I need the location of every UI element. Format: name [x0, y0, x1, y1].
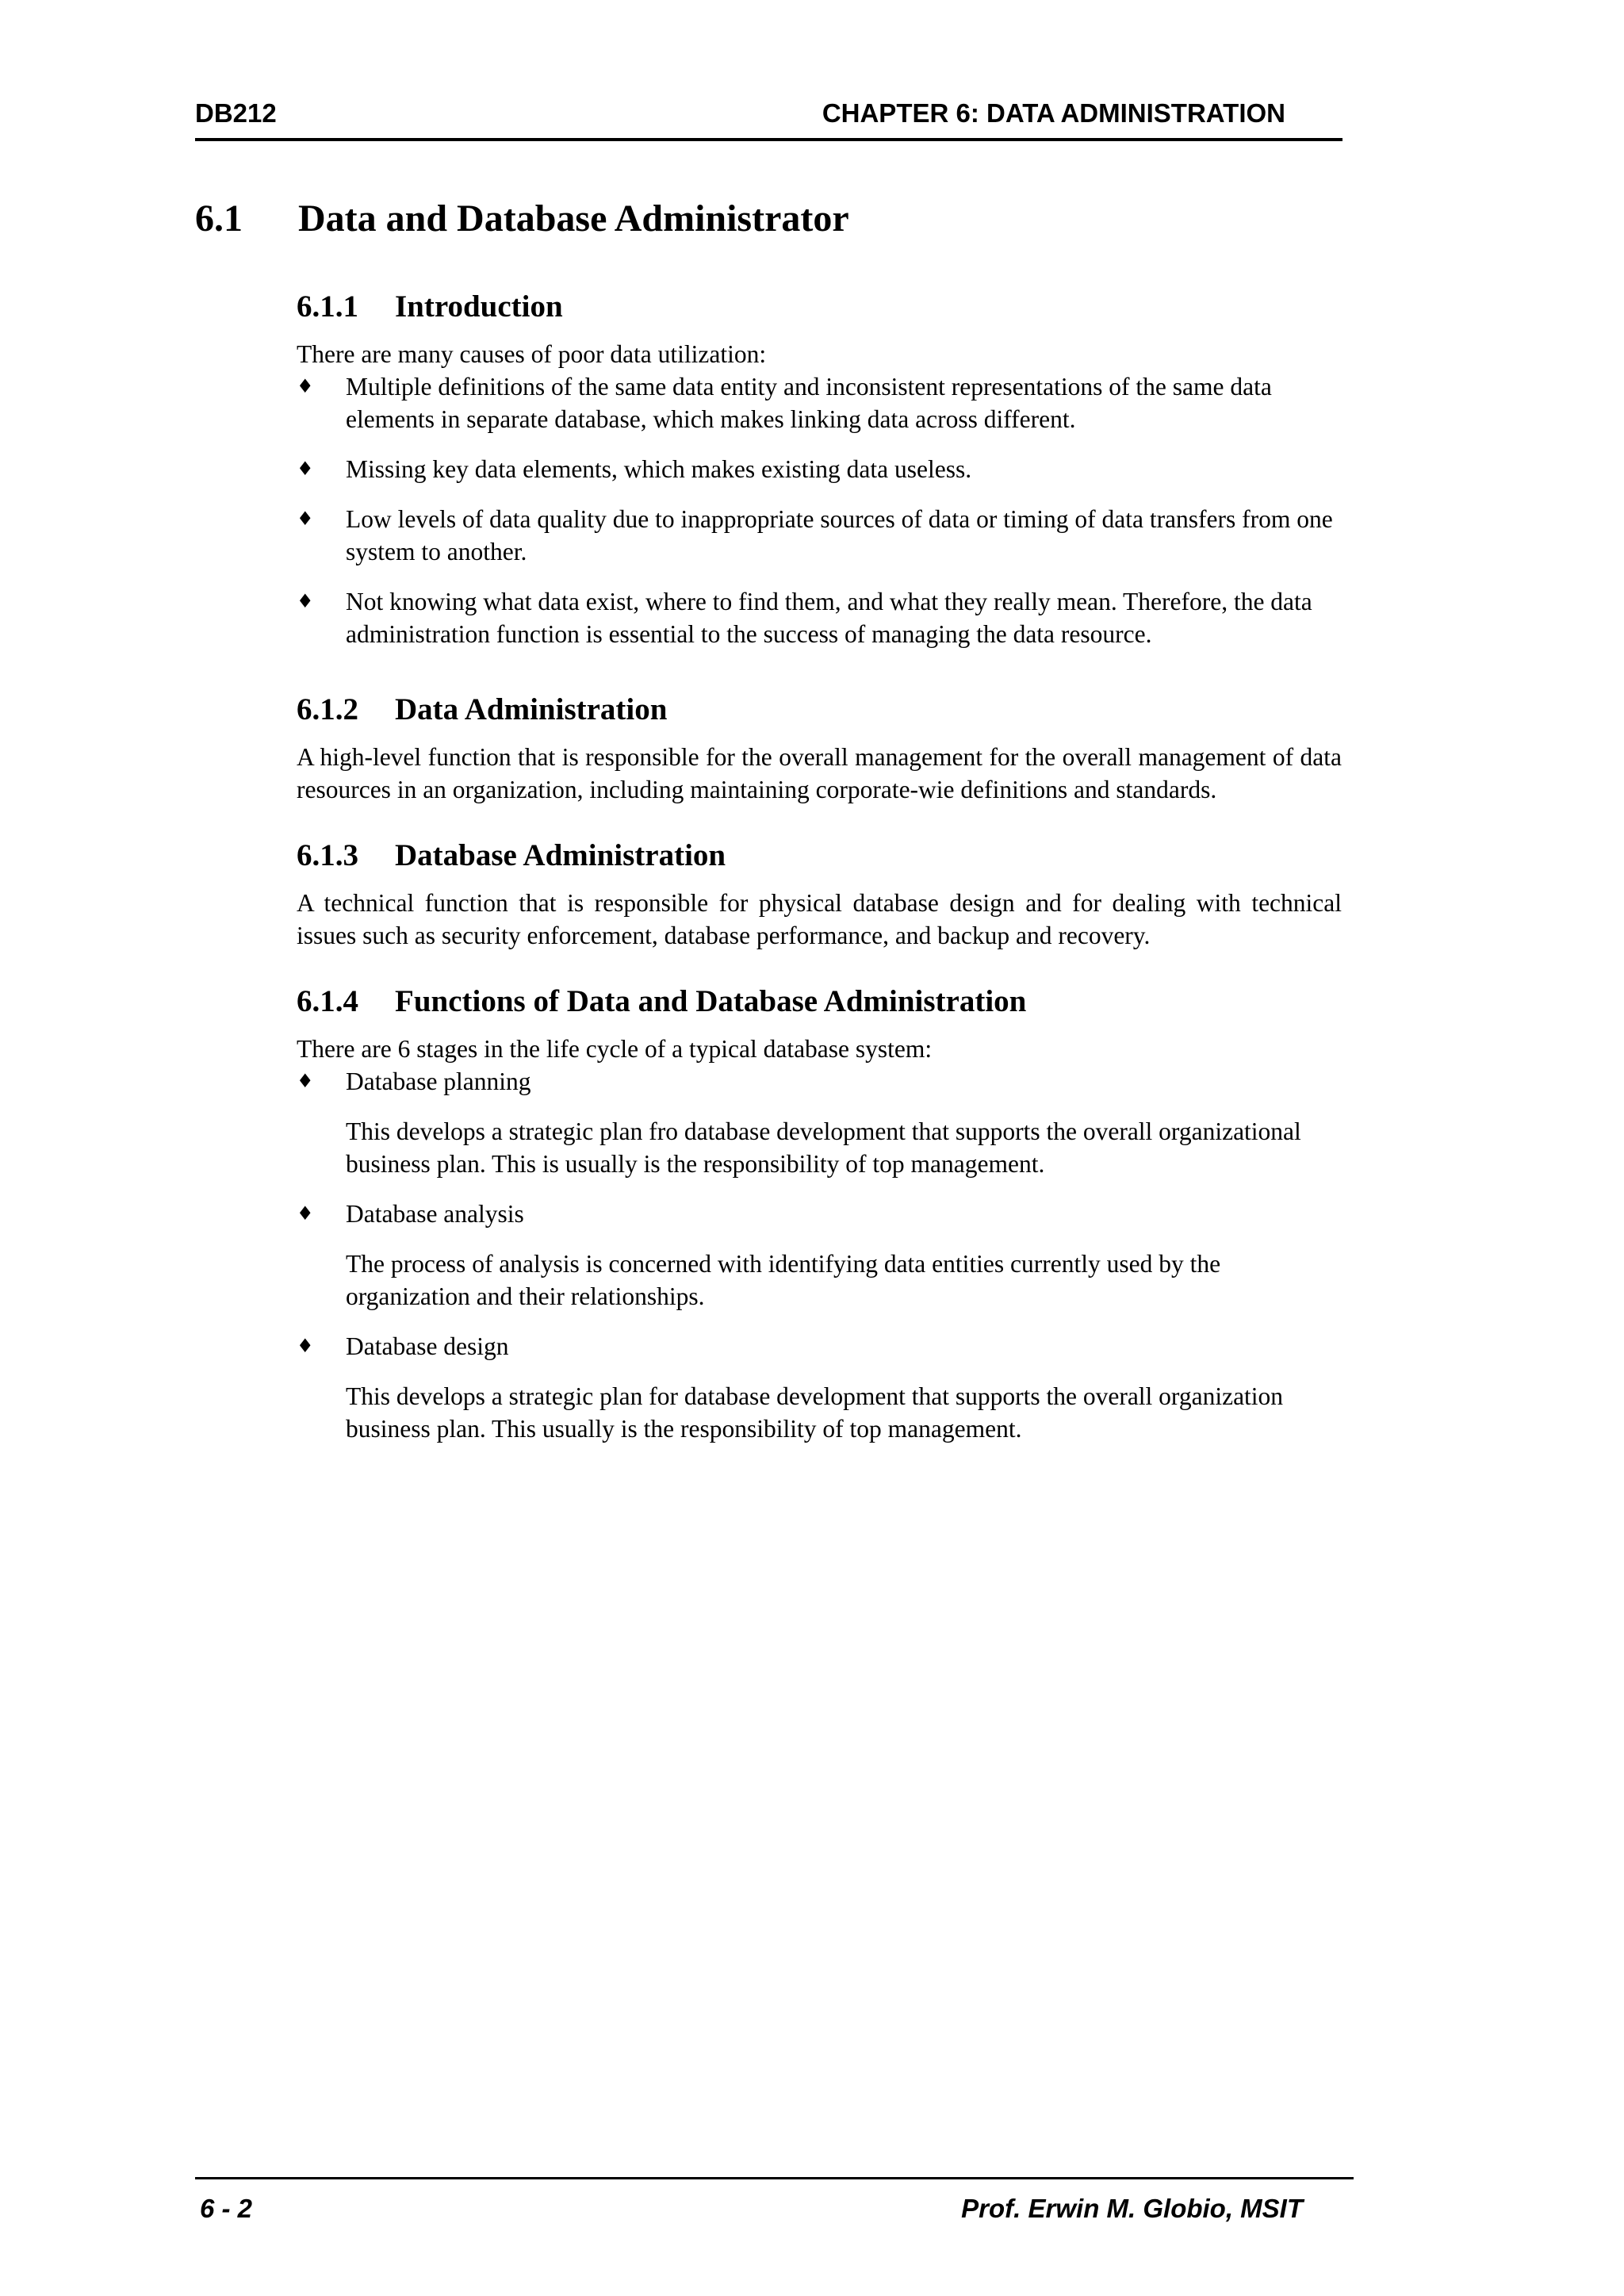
stage-name: Database analysis	[346, 1200, 524, 1228]
list-item	[297, 453, 1342, 485]
section-number: 6.1	[195, 197, 243, 240]
section-content	[297, 287, 1342, 1462]
author-name: Prof. Erwin M. Globio, MSIT	[961, 2194, 1303, 2223]
subsection-introduction	[297, 287, 1342, 650]
functions-lead: There are 6 stages in the life cycle of a typical database system:	[297, 1035, 933, 1063]
course-code: DB212	[195, 98, 277, 128]
diamond-bullet-icon: ♦	[297, 458, 314, 480]
list-item-text: Low levels of data quality due to inappropriate sources of data or timing of data transfers from one system to another.	[346, 505, 1333, 565]
database-administration-text: A technical function that is responsible for physical database design and for dealing with technical issues such as security enforcement, database performance, and backup and recovery.	[297, 889, 1342, 949]
list-item	[297, 503, 1342, 568]
section-heading	[195, 197, 849, 240]
list-item-text: Multiple definitions of the same data entity and inconsistent representations of the same data elements in separate database, which makes linking data across different.	[346, 373, 1272, 433]
stage-description: This develops a strategic plan for database development that supports the overall organization business plan. This usually is the responsibility of top management.	[346, 1382, 1284, 1443]
causes-list	[297, 370, 1342, 650]
section-title: Data and Database Administrator	[298, 197, 849, 240]
list-item	[297, 585, 1342, 650]
stage-description: The process of analysis is concerned with identifying data entities currently used by the organization and their relationships.	[346, 1250, 1221, 1310]
subsection-heading-functions	[297, 982, 1342, 1022]
subsection-functions	[297, 982, 1342, 1445]
chapter-title: CHAPTER 6: DATA ADMINISTRATION	[822, 98, 1285, 128]
page-footer	[195, 2177, 1354, 2223]
diamond-bullet-icon: ♦	[297, 1202, 314, 1225]
data-administration-text: A high-level function that is responsible for the overall management for the overall management of data resources in an organization, including maintaining corporate-wie definitions and standards.	[297, 743, 1342, 803]
page-number: 6 - 2	[200, 2194, 253, 2223]
subsection-number: 6.1.4	[297, 984, 358, 1018]
subsection-heading-data-administration	[297, 690, 1342, 730]
stages-list	[297, 1065, 1342, 1445]
subsection-database-administration	[297, 836, 1342, 952]
diamond-bullet-icon: ♦	[297, 508, 314, 530]
subsection-data-administration	[297, 690, 1342, 806]
subsection-number: 6.1.1	[297, 289, 358, 324]
subsection-number: 6.1.3	[297, 838, 358, 872]
diamond-bullet-icon: ♦	[297, 1070, 314, 1092]
subsection-heading-database-administration	[297, 836, 1342, 876]
subsection-title: Introduction	[395, 289, 563, 324]
subsection-title: Data Administration	[395, 692, 668, 726]
subsection-number: 6.1.2	[297, 692, 358, 726]
subsection-heading-introduction	[297, 287, 1342, 327]
subsection-title: Functions of Data and Database Administration	[395, 984, 1027, 1018]
diamond-bullet-icon: ♦	[297, 375, 314, 397]
list-item-text: Not knowing what data exist, where to find them, and what they really mean. Therefore, the data administration function is essential to the success of managing the data resource.	[346, 588, 1312, 648]
list-item	[297, 1330, 1342, 1445]
intro-lead: There are many causes of poor data utilization:	[297, 340, 767, 368]
stage-name: Database design	[346, 1332, 509, 1360]
list-item	[297, 1198, 1342, 1313]
subsection-title: Database Administration	[395, 838, 726, 872]
list-item	[297, 370, 1342, 435]
list-item	[297, 1065, 1342, 1180]
stage-name: Database planning	[346, 1068, 531, 1095]
diamond-bullet-icon: ♦	[297, 590, 314, 612]
diamond-bullet-icon: ♦	[297, 1335, 314, 1357]
list-item-text: Missing key data elements, which makes existing data useless.	[346, 455, 972, 483]
stage-description: This develops a strategic plan fro database development that supports the overall organizational business plan. This is usually is the responsibility of top management.	[346, 1117, 1301, 1178]
page-header	[195, 94, 1342, 141]
